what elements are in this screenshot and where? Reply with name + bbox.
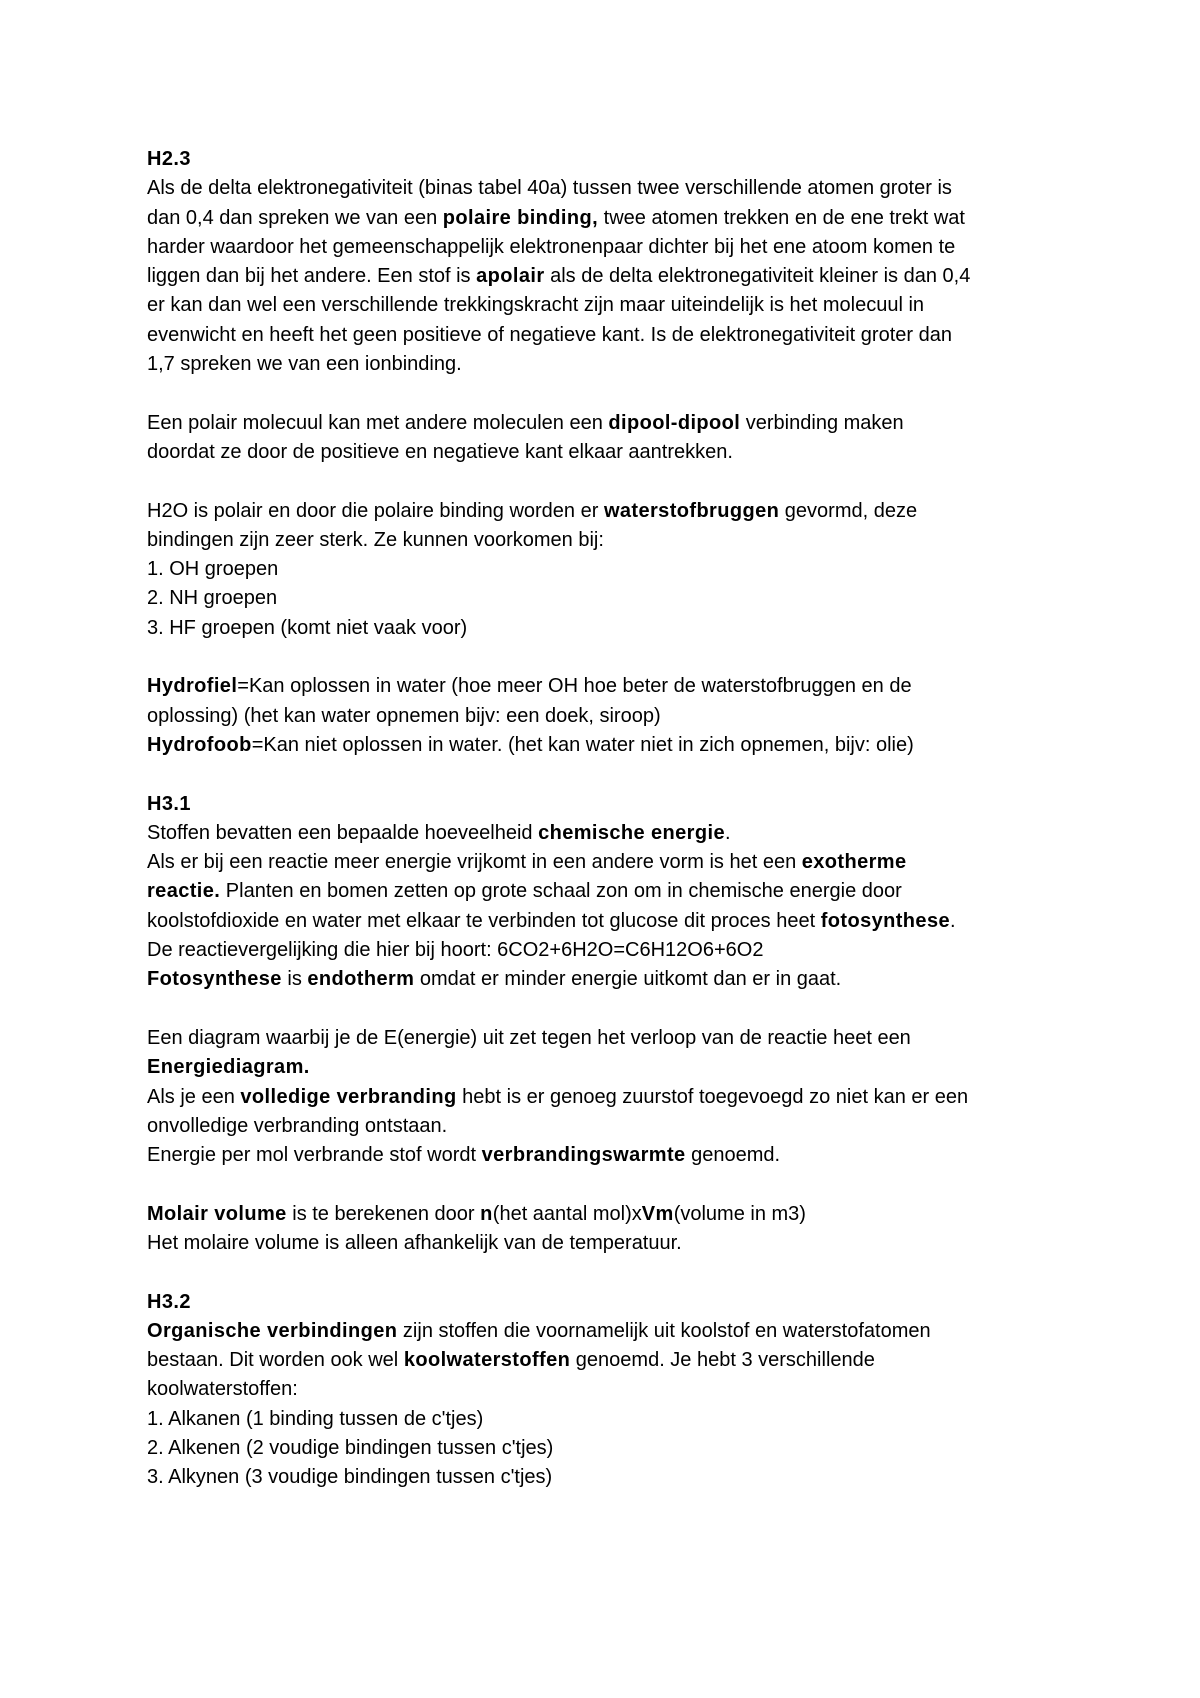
text-line bbox=[147, 1288, 1087, 1317]
bold-term: fotosynthese bbox=[820, 909, 950, 932]
bold-term: verbrandingswarmte bbox=[481, 1144, 686, 1167]
text-line bbox=[147, 584, 1087, 613]
text-line bbox=[147, 1375, 1087, 1404]
text-run: 1. OH groepen bbox=[147, 558, 279, 581]
text-run: (volume in m3) bbox=[673, 1202, 806, 1225]
bold-term: apolair bbox=[476, 265, 545, 288]
text-line bbox=[147, 262, 1087, 291]
text-line bbox=[147, 1229, 1087, 1258]
text-run: Het molaire volume is alleen afhankelijk van de temperatuur. bbox=[147, 1231, 682, 1254]
bold-term: H3.2 bbox=[147, 1290, 191, 1313]
text-run: Een polair molecuul kan met andere moleculen een bbox=[147, 411, 609, 434]
text-line bbox=[147, 790, 1087, 819]
text-run: er kan dan wel een verschillende trekkingskracht zijn maar uiteindelijk is het molecuul in bbox=[147, 294, 925, 317]
text-line bbox=[147, 1141, 1087, 1170]
text-run: Planten en bomen zetten op grote schaal zon om in chemische energie door bbox=[220, 880, 902, 903]
text-line bbox=[147, 555, 1087, 584]
text-line bbox=[147, 1024, 1087, 1053]
text-run: hebt is er genoeg zuurstof toegevoegd zo niet kan er een bbox=[456, 1085, 969, 1108]
text-run: bestaan. Dit worden ook wel bbox=[147, 1349, 404, 1372]
blank-line bbox=[147, 760, 1087, 789]
text-run: als de delta elektronegativiteit kleiner is dan 0,4 bbox=[544, 265, 971, 288]
text-run: oplossing) (het kan water opnemen bijv: een doek, siroop) bbox=[147, 704, 661, 727]
text-run: gevormd, deze bbox=[779, 499, 918, 522]
bold-term: Vm bbox=[641, 1202, 674, 1225]
bold-term: Molair volume bbox=[147, 1202, 287, 1225]
text-run: . bbox=[724, 821, 731, 844]
text-run: De reactievergelijking die hier bij hoort: 6CO2+6H2O=C6H12O6+6O2 bbox=[147, 939, 764, 962]
bold-term: endotherm bbox=[307, 968, 415, 991]
bold-term: H2.3 bbox=[147, 148, 191, 170]
text-line bbox=[147, 145, 1087, 174]
text-line bbox=[147, 702, 1087, 731]
text-line bbox=[147, 877, 1087, 906]
text-line bbox=[147, 526, 1087, 555]
text-run: dan 0,4 dan spreken we van een bbox=[147, 206, 443, 229]
text-run: H2O is polair en door die polaire binding worden er bbox=[147, 499, 604, 522]
text-run: koolstofdioxide en water met elkaar te verbinden tot glucose dit proces heet bbox=[147, 909, 821, 932]
text-line bbox=[147, 1405, 1087, 1434]
text-run: 3. HF groepen (komt niet vaak voor) bbox=[147, 616, 468, 639]
text-line bbox=[147, 936, 1087, 965]
text-line bbox=[147, 204, 1087, 233]
text-line bbox=[147, 907, 1087, 936]
text-run: Energie per mol verbrande stof wordt bbox=[147, 1144, 482, 1167]
text-run: harder waardoor het gemeenschappelijk elektronenpaar dichter bij het ene atoom komen te bbox=[147, 235, 956, 258]
document-body bbox=[147, 145, 1087, 1493]
text-run: . bbox=[950, 909, 956, 932]
text-line bbox=[147, 848, 1087, 877]
text-run: genoemd. bbox=[685, 1144, 781, 1167]
text-line bbox=[147, 409, 1087, 438]
text-run: Als je een bbox=[147, 1085, 241, 1108]
text-run: (het aantal mol)x bbox=[492, 1202, 642, 1225]
blank-line bbox=[147, 1258, 1087, 1287]
text-line bbox=[147, 497, 1087, 526]
text-run: koolwaterstoffen: bbox=[147, 1378, 298, 1401]
bold-term: dipool-dipool bbox=[608, 411, 741, 434]
text-run: omdat er minder energie uitkomt dan er in gaat. bbox=[414, 968, 842, 991]
text-run: =Kan niet oplossen in water. (het kan water niet in zich opnemen, bijv: olie) bbox=[251, 733, 914, 756]
text-line bbox=[147, 1200, 1087, 1229]
text-run: is bbox=[281, 968, 308, 991]
text-line bbox=[147, 965, 1087, 994]
text-run: evenwicht en heeft het geen positieve of negatieve kant. Is de elektronegativiteit groter dan bbox=[147, 323, 952, 346]
text-line bbox=[147, 1112, 1087, 1141]
text-run: 1. Alkanen (1 binding tussen de c'tjes) bbox=[147, 1407, 484, 1430]
blank-line bbox=[147, 995, 1087, 1024]
text-line bbox=[147, 1317, 1087, 1346]
text-line bbox=[147, 174, 1087, 203]
text-line bbox=[147, 291, 1087, 320]
text-line bbox=[147, 672, 1087, 701]
blank-line bbox=[147, 643, 1087, 672]
text-run: doordat ze door de positieve en negatieve kant elkaar aantrekken. bbox=[147, 440, 733, 463]
text-run: 1,7 spreken we van een ionbinding. bbox=[147, 353, 462, 376]
text-run: bindingen zijn zeer sterk. Ze kunnen voorkomen bij: bbox=[147, 528, 604, 551]
bold-term: Organische verbindingen bbox=[147, 1319, 398, 1342]
bold-term: Hydrofiel bbox=[147, 675, 238, 698]
text-run: liggen dan bij het andere. Een stof is bbox=[147, 265, 477, 288]
text-line bbox=[147, 438, 1087, 467]
text-line bbox=[147, 819, 1087, 848]
text-line bbox=[147, 1346, 1087, 1375]
bold-term: chemische energie bbox=[538, 821, 725, 844]
text-line bbox=[147, 233, 1087, 262]
text-run: 2. Alkenen (2 voudige bindingen tussen c'tjes) bbox=[147, 1437, 554, 1460]
blank-line bbox=[147, 467, 1087, 496]
text-run: 3. Alkynen (3 voudige bindingen tussen c'tjes) bbox=[147, 1466, 553, 1489]
text-line bbox=[147, 1434, 1087, 1463]
bold-term: n bbox=[480, 1202, 493, 1225]
text-run: Stoffen bevatten een bepaalde hoeveelheid bbox=[147, 821, 539, 844]
text-line bbox=[147, 1463, 1087, 1492]
text-line bbox=[147, 1053, 1087, 1082]
text-run: Een diagram waarbij je de E(energie) uit zet tegen het verloop van de reactie heet een bbox=[147, 1026, 911, 1049]
bold-term: reactie. bbox=[147, 880, 221, 903]
text-line bbox=[147, 321, 1087, 350]
bold-term: waterstofbruggen bbox=[603, 499, 780, 522]
bold-term: volledige verbranding bbox=[240, 1085, 457, 1108]
text-line bbox=[147, 1083, 1087, 1112]
bold-term: Energiediagram. bbox=[147, 1056, 310, 1079]
text-line bbox=[147, 350, 1087, 379]
text-run: twee atomen trekken en de ene trekt wat bbox=[598, 206, 965, 229]
blank-line bbox=[147, 379, 1087, 408]
text-run: is te berekenen door bbox=[286, 1202, 481, 1225]
text-run: genoemd. Je hebt 3 verschillende bbox=[570, 1349, 875, 1372]
text-run: Als er bij een reactie meer energie vrijkomt in een andere vorm is het een bbox=[147, 851, 802, 874]
text-run: onvolledige verbranding ontstaan. bbox=[147, 1114, 448, 1137]
bold-term: Fotosynthese bbox=[147, 968, 282, 991]
bold-term: polaire binding, bbox=[442, 206, 599, 229]
blank-line bbox=[147, 1170, 1087, 1199]
text-line bbox=[147, 731, 1087, 760]
text-run: =Kan oplossen in water (hoe meer OH hoe beter de waterstofbruggen en de bbox=[237, 675, 912, 698]
text-line bbox=[147, 614, 1087, 643]
bold-term: Hydrofoob bbox=[147, 733, 252, 756]
text-run: Als de delta elektronegativiteit (binas tabel 40a) tussen twee verschillende atomen groter is bbox=[147, 177, 952, 200]
text-run: verbinding maken bbox=[740, 411, 904, 434]
bold-term: exotherme bbox=[801, 851, 907, 874]
bold-term: H3.1 bbox=[147, 792, 191, 815]
text-run: 2. NH groepen bbox=[147, 587, 278, 610]
bold-term: koolwaterstoffen bbox=[403, 1349, 571, 1372]
text-run: zijn stoffen die voornamelijk uit koolstof en waterstofatomen bbox=[397, 1319, 931, 1342]
